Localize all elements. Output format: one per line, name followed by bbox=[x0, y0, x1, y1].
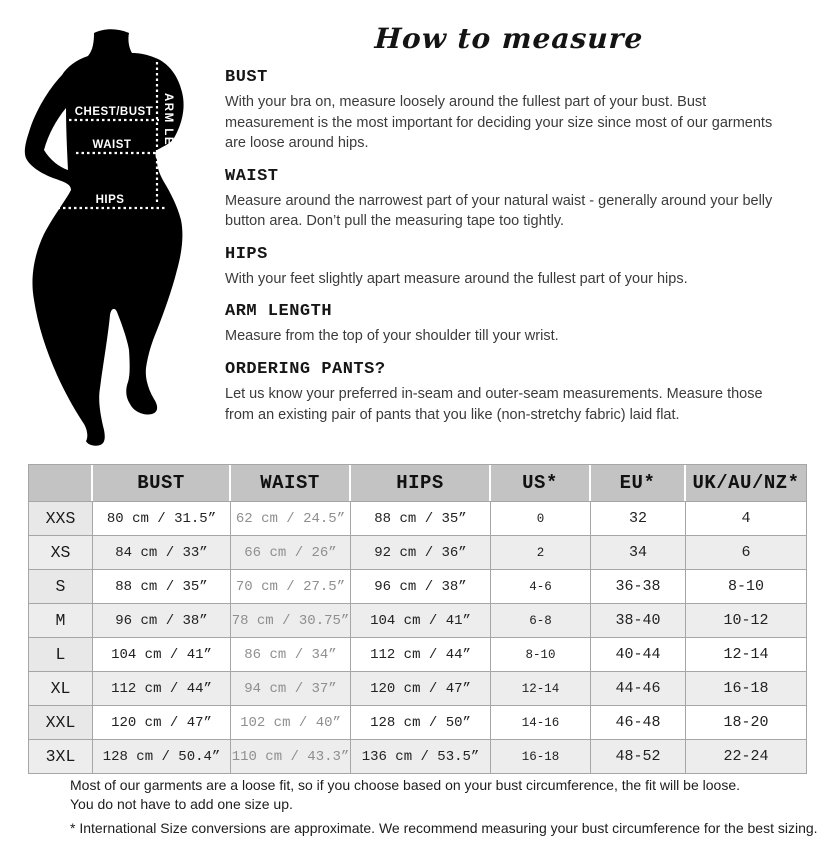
table-row-m bbox=[29, 603, 806, 637]
size-cell: 3XL bbox=[29, 739, 93, 773]
section-body-hips: With your feet slightly apart measure around the fullest part of your hips. bbox=[225, 270, 688, 287]
waist-cell: 102 cm / 40” bbox=[231, 705, 351, 739]
us-cell: 6-8 bbox=[491, 603, 591, 637]
section-heading-bust: BUST bbox=[225, 68, 268, 87]
size-cell: L bbox=[29, 637, 93, 671]
eu-cell: 36-38 bbox=[591, 569, 686, 603]
size-guide-table bbox=[28, 464, 807, 774]
waist-cell: 94 cm / 37” bbox=[231, 671, 351, 705]
col-header-bust: BUST bbox=[93, 465, 231, 501]
us-cell: 4-6 bbox=[491, 569, 591, 603]
section-body-waist: Measure around the narrowest part of your natural waist - generally around your belly button area. Don’t pull the measuring tape too tightly. bbox=[225, 192, 773, 230]
section-body-arm-length: Measure from the top of your shoulder till your wrist. bbox=[225, 328, 559, 345]
us-cell: 0 bbox=[491, 501, 591, 535]
uk-cell: 18-20 bbox=[686, 705, 806, 739]
us-cell: 8-10 bbox=[491, 637, 591, 671]
table-row-xxl bbox=[29, 705, 806, 739]
waist-cell: 110 cm / 43.3” bbox=[231, 739, 351, 773]
us-cell: 16-18 bbox=[491, 739, 591, 773]
uk-cell: 12-14 bbox=[686, 637, 806, 671]
uk-cell: 16-18 bbox=[686, 671, 806, 705]
bust-cell: 128 cm / 50.4” bbox=[93, 739, 231, 773]
table-row-xl bbox=[29, 671, 806, 705]
eu-cell: 44-46 bbox=[591, 671, 686, 705]
size-cell: XS bbox=[29, 535, 93, 569]
col-header-hips: HIPS bbox=[351, 465, 491, 501]
waist-cell: 70 cm / 27.5” bbox=[231, 569, 351, 603]
col-header-waist: WAIST bbox=[231, 465, 351, 501]
bust-cell: 80 cm / 31.5” bbox=[93, 501, 231, 535]
bust-cell: 96 cm / 38” bbox=[93, 603, 231, 637]
waist-cell: 78 cm / 30.75” bbox=[231, 603, 351, 637]
table-row-xs bbox=[29, 535, 806, 569]
bust-cell: 104 cm / 41” bbox=[93, 637, 231, 671]
section-heading-arm-length: ARM LENGTH bbox=[225, 302, 333, 322]
uk-cell: 8-10 bbox=[686, 569, 806, 603]
section-body-bust: With your bra on, measure loosely around the fullest part of your bust. Bust measurement is the most important for deciding your size since most of our garments are loose around hips. bbox=[225, 94, 773, 152]
hips-cell: 92 cm / 36” bbox=[351, 535, 491, 569]
us-cell: 14-16 bbox=[491, 705, 591, 739]
hips-cell: 136 cm / 53.5” bbox=[351, 739, 491, 773]
hips-cell: 128 cm / 50” bbox=[351, 705, 491, 739]
size-cell: S bbox=[29, 569, 93, 603]
section-body-ordering-pants: Let us know your preferred in-seam and outer-seam measurements. Measure those from an existing pair of pants that you like (non-stretchy fabric) laid flat. bbox=[225, 386, 763, 423]
size-cell: XXS bbox=[29, 501, 93, 535]
hips-cell: 104 cm / 41” bbox=[351, 603, 491, 637]
size-cell: XXL bbox=[29, 705, 93, 739]
table-row-3xl bbox=[29, 739, 806, 773]
fit-note-line2: You do not have to add one size up. bbox=[70, 796, 293, 813]
col-header-us: US* bbox=[491, 465, 591, 501]
eu-cell: 34 bbox=[591, 535, 686, 569]
uk-cell: 4 bbox=[686, 501, 806, 535]
col-header-size bbox=[29, 465, 93, 501]
body-silhouette-icon bbox=[24, 20, 220, 448]
waist-label: WAIST bbox=[92, 139, 132, 151]
page-title: How to measure bbox=[373, 22, 645, 55]
table-row-xxs bbox=[29, 501, 806, 535]
uk-cell: 10-12 bbox=[686, 603, 806, 637]
fit-note bbox=[70, 776, 740, 815]
table-row-l bbox=[29, 637, 806, 671]
us-cell: 12-14 bbox=[491, 671, 591, 705]
bust-cell: 112 cm / 44” bbox=[93, 671, 231, 705]
hips-cell: 112 cm / 44” bbox=[351, 637, 491, 671]
col-header-eu: EU* bbox=[591, 465, 686, 501]
waist-cell: 62 cm / 24.5” bbox=[231, 501, 351, 535]
eu-cell: 48-52 bbox=[591, 739, 686, 773]
conversion-note: * International Size conversions are approximate. We recommend measuring your bust circumference for the best sizing. bbox=[70, 820, 818, 836]
eu-cell: 40-44 bbox=[591, 637, 686, 671]
bust-cell: 120 cm / 47” bbox=[93, 705, 231, 739]
hips-cell: 120 cm / 47” bbox=[351, 671, 491, 705]
section-heading-ordering-pants: ORDERING PANTS? bbox=[225, 360, 386, 380]
table-header-row bbox=[29, 465, 806, 501]
eu-cell: 32 bbox=[591, 501, 686, 535]
uk-cell: 22-24 bbox=[686, 739, 806, 773]
table-row-s bbox=[29, 569, 806, 603]
waist-cell: 86 cm / 34” bbox=[231, 637, 351, 671]
instructions-column bbox=[225, 22, 793, 425]
eu-cell: 46-48 bbox=[591, 705, 686, 739]
size-cell: M bbox=[29, 603, 93, 637]
eu-cell: 38-40 bbox=[591, 603, 686, 637]
measurement-figure bbox=[24, 20, 220, 448]
uk-cell: 6 bbox=[686, 535, 806, 569]
bust-cell: 88 cm / 35” bbox=[93, 569, 231, 603]
fit-note-line1: Most of our garments are a loose fit, so if you choose based on your bust circumference, the fit will be loose. bbox=[70, 777, 741, 793]
hips-cell: 88 cm / 35” bbox=[351, 501, 491, 535]
hips-cell: 96 cm / 38” bbox=[351, 569, 491, 603]
section-heading-waist: WAIST bbox=[225, 166, 279, 186]
chest-bust-label: CHEST/BUST bbox=[74, 106, 154, 118]
arm-length-label: ARM LENGTH bbox=[162, 93, 174, 185]
us-cell: 2 bbox=[491, 535, 591, 569]
size-cell: XL bbox=[29, 671, 93, 705]
hips-label: HIPS bbox=[95, 194, 125, 206]
waist-cell: 66 cm / 26” bbox=[231, 535, 351, 569]
bust-cell: 84 cm / 33” bbox=[93, 535, 231, 569]
col-header-uk-au-nz: UK/AU/NZ* bbox=[686, 465, 806, 501]
section-heading-hips: HIPS bbox=[225, 244, 268, 264]
